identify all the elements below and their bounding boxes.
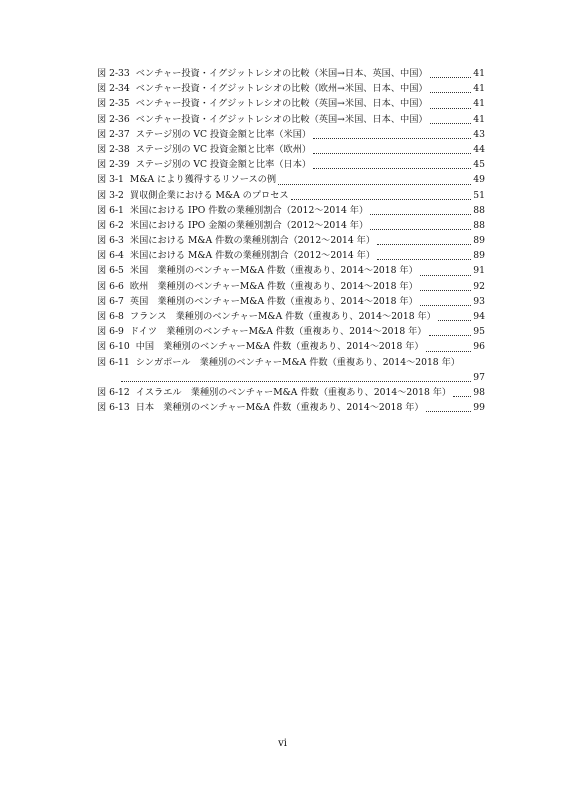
page-ref: 41 [473,68,485,79]
figure-title: ベンチャー投資・イグジットレシオの比較（英国→米国、日本、中国） [135,113,428,125]
toc-entry[interactable] [97,142,485,157]
figure-number: 図 2-34 [97,83,130,95]
page-ref: 41 [473,83,485,95]
page-number: vi [278,738,287,749]
toc-entry[interactable] [97,233,485,248]
page-ref: 89 [473,235,485,247]
dot-leader [429,334,472,336]
toc-entry[interactable] [97,279,485,294]
figure-number: 図 2-35 [97,98,130,110]
page-ref: 94 [473,311,485,322]
list-of-figures [97,66,485,415]
page-ref: 92 [473,280,485,292]
dot-leader [420,274,472,276]
toc-entry[interactable] [97,309,485,324]
figure-title: 米国における IPO 件数の業種別割合（2012～2014 年） [129,204,369,216]
dot-leader [313,137,471,139]
figure-title: 米国 業種別のベンチャーM&A 件数（重複あり、2014～2018 年） [129,265,418,277]
toc-entry[interactable] [97,188,485,203]
figure-number: 図 2-33 [97,68,130,79]
toc-entry[interactable] [97,66,485,81]
figure-title: 日本 業種別のベンチャーM&A 件数（重複あり、2014～2018 年） [135,402,424,414]
toc-entry[interactable] [97,96,485,111]
dot-leader [430,91,472,93]
figure-title: イスラエル 業種別のベンチャーM&A 件数（重複あり、2014～2018 年） [135,386,452,398]
figure-number: 図 6-6 [97,280,124,292]
figure-title: 米国における IPO 金額の業種別割合（2012～2014 年） [129,219,369,231]
dot-leader [426,410,472,412]
dot-leader [420,289,472,291]
figure-title: ベンチャー投資・イグジットレシオの比較（欧州→米国、日本、中国） [135,83,428,95]
toc-entry[interactable] [97,400,485,415]
dot-leader [430,76,472,78]
figure-number: 図 6-2 [97,219,124,231]
figure-title: 米国における M&A 件数の業種別割合（2012～2014 年） [129,235,376,247]
figure-title: 英国 業種別のベンチャーM&A 件数（重複あり、2014～2018 年） [129,295,418,307]
dot-leader [278,183,471,185]
page-ref: 51 [473,189,485,201]
figure-number: 図 2-36 [97,113,130,125]
page-ref: 93 [473,295,485,307]
toc-entry[interactable] [97,294,485,309]
figure-title: 米国における M&A 件数の業種別割合（2012～2014 年） [129,250,376,262]
page-ref: 88 [473,204,485,216]
figure-title: ステージ別の VC 投資金額と比率（米国） [135,128,312,140]
page-ref: 43 [473,128,485,140]
figure-number: 図 2-39 [97,159,130,171]
toc-entry[interactable] [97,112,485,127]
figure-number: 図 6-1 [97,204,124,216]
figure-title: ベンチャー投資・イグジットレシオの比較（英国→米国、日本、中国） [135,98,428,110]
figure-title: フランス 業種別のベンチャーM&A 件数（重複あり、2014～2018 年） [129,311,436,322]
figure-number: 図 6-11 [97,356,130,368]
dot-leader [377,243,471,245]
dot-leader [313,167,471,169]
figure-number: 図 3-1 [97,174,124,186]
dot-leader [430,107,472,109]
page-ref: 96 [473,341,485,353]
toc-entry[interactable] [97,339,485,354]
figure-title: 買収側企業における M&A のプロセス [129,189,289,201]
toc-entry[interactable] [97,218,485,233]
toc-entry[interactable] [97,127,485,142]
page-ref: 41 [473,113,485,125]
figure-number: 図 2-37 [97,128,130,140]
page-ref: 89 [473,250,485,262]
figure-number: 図 6-5 [97,265,124,277]
page-ref: 45 [473,159,485,171]
page-ref: 99 [473,402,485,414]
dot-leader [313,152,471,154]
dot-leader [438,319,471,321]
dot-leader [420,304,472,306]
figure-title: M&A により獲得するリソースの例 [129,174,277,186]
figure-title: 中国 業種別のベンチャーM&A 件数（重複あり、2014～2018 年） [135,341,424,353]
figure-number: 図 6-10 [97,341,130,353]
figure-title: ドイツ 業種別のベンチャーM&A 件数（重複あり、2014～2018 年） [129,326,427,338]
figure-number: 図 6-13 [97,402,130,414]
figure-title: ベンチャー投資・イグジットレシオの比較（米国→日本、英国、中国） [135,68,428,79]
toc-entry[interactable] [97,263,485,278]
page-ref: 97 [473,371,485,383]
toc-entry-continuation[interactable] [97,370,485,385]
figure-number: 図 6-7 [97,295,124,307]
page-ref: 88 [473,219,485,231]
dot-leader [291,198,472,200]
toc-entry[interactable] [97,248,485,263]
page-ref: 95 [473,326,485,338]
dot-leader [430,122,472,124]
toc-entry[interactable] [97,355,485,370]
figure-title: ステージ別の VC 投資金額と比率（欧州） [135,143,312,155]
page-ref: 91 [473,265,485,277]
toc-entry[interactable] [97,172,485,187]
page-ref: 98 [473,386,485,398]
toc-entry[interactable] [97,157,485,172]
figure-number: 図 2-38 [97,143,130,155]
page-ref: 41 [473,98,485,110]
figure-number: 図 6-4 [97,250,124,262]
figure-number: 図 6-3 [97,235,124,247]
figure-number: 図 6-9 [97,326,124,338]
dot-leader [453,395,471,397]
dot-leader [370,228,471,230]
dot-leader [121,380,471,382]
page-ref: 49 [473,174,485,186]
page-ref: 44 [473,143,485,155]
dot-leader [370,213,471,215]
figure-number: 図 6-8 [97,311,124,322]
toc-entry[interactable] [97,203,485,218]
toc-entry[interactable] [97,324,485,339]
figure-title: ステージ別の VC 投資金額と比率（日本） [135,159,312,171]
dot-leader [377,258,471,260]
dot-leader [426,350,472,352]
figure-title: シンガポール 業種別のベンチャーM&A 件数（重複あり、2014～2018 年） [135,356,460,368]
toc-entry[interactable] [97,81,485,96]
figure-number: 図 6-12 [97,386,130,398]
toc-entry[interactable] [97,385,485,400]
figure-title: 欧州 業種別のベンチャーM&A 件数（重複あり、2014～2018 年） [129,280,418,292]
figure-number: 図 3-2 [97,189,124,201]
